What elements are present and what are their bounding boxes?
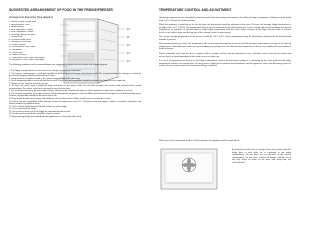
guideline-item: 14. Pastries and sweet dishes should be stored covered.: [9, 113, 61, 116]
list-item: 4. Fruit vegetables, salads: [9, 28, 33, 31]
right-page: [150, 0, 300, 212]
guideline-item: 1. The fridge compartment is for the short-term storage of fresh food and drinks.: [9, 70, 82, 72]
list-item: 12. Big bottles: [9, 49, 22, 52]
diagram-label: 11: [127, 35, 130, 39]
arrangement-list: [9, 21, 55, 62]
list-item: 2. dairy products, cans: [9, 23, 30, 26]
diagram-label: 14: [127, 59, 130, 63]
body-paragraph: We recommend that you check the temperature with an accurate thermometer to ensure that the storage compartments are kept to the desired temperatures. Remember you must take your reading very quickly since the thermometer temperature will rise very rapidly after you remove it from the freezer.: [159, 43, 291, 51]
body-paragraph: In case of a temperature not built up in the fridge compartment, replace the thermostat setting to 1 monitoring on the same knob that the fridge temperature returns to its normal level. You may notice a light frost or moisture that disappears and the appliance starts auto defrosting cycles as normal; this you may increase the thermostat setting, if required.: [159, 60, 291, 68]
diagram-label: 12: [127, 43, 130, 47]
body-paragraph: Please remember each time the door is opened cold air escapes and the internal temperature rises. Therefore never leave the door open and ensure that it is closed immediately after food is put in or taken out.: [159, 53, 291, 58]
fan-diagram: [159, 147, 229, 192]
body-paragraph: The normal storage temperature of the freezer should be -18°C (0°F). Lower temperatures may be obtained by adjusting the thermostat knob towards 5 position.: [159, 36, 291, 41]
guideline-item: 6. To store raw meat, wrap in polythene bags and place on the lowest shelf. Do not allow to come into contact with cooked food to avoid contamination. For safety, only store raw meat for two to three days.: [9, 85, 141, 90]
list-item: 11. Small bottles, cans, tubes: [9, 46, 36, 49]
guideline-item: 15. Avoid storing highly spiced food with the appliance as it may taint other food.: [9, 115, 82, 118]
diagram-label: 13: [127, 51, 130, 55]
crisper-bin: [68, 53, 94, 60]
guideline-item: 10. Some fruit and vegetables suffer damage if kept at temperatures near 0°C. Therefore wrap pineapples, melons, cucumbers, tomatoes and similar produce in polythene bags.: [9, 100, 141, 106]
left-heading: SUGGESTED ARRANGEMENT OF FOOD IN THE FRIDGE/FREEZER: [9, 8, 113, 12]
list-item: 10. Butter, cheese: [9, 43, 26, 46]
list-item: 9. freezing of fresh food: [9, 41, 31, 44]
guideline-item: 7. For maximum efficiency, the removable shelves should not be covered with paper or other materials to allow free circulation of cool air.: [9, 90, 133, 93]
guideline-item: 2. The freezer compartment is rated and suitable for the freezing and storage of pre-frozen food. The recommendation for storage as stated on the food packaging should be observed at all times.: [9, 72, 141, 78]
list-item: 14. Bottle self mats: [9, 54, 27, 57]
list-item: 3. Bottle storage: [9, 26, 24, 29]
left-page: [0, 0, 150, 212]
guideline-item: 4. Fresh wrapped produce can be placed on the shelf. Fresh fruit and vegetables should be cleaned and stored in the crisper bin.: [9, 80, 126, 83]
list-item: 13. small items: [9, 51, 23, 54]
guideline-item: 3. Dairy products should be stored in the special compartment in the door liner.: [9, 77, 81, 80]
guideline-item: 9. Fizzy drinks should not be frozen and products such as flavoured ice lollies should not be consumed too cold.: [9, 98, 111, 101]
list-item: 5. Fruit, vegetables, salads: [9, 31, 34, 34]
thermostat-off-note: When you set the thermostat knob to 5 (Zero) position, the appliance will be switched off.: [159, 140, 240, 142]
arrangement-subheading: Arrangement Examples (See diagram): [9, 16, 54, 19]
body-paragraph: Operating temperatures are controlled by the thermostat knob (see diagram) located on the ceiling of fridge compartment. Settings may be made from 1 to 5, 5 being the coldest position.: [159, 17, 291, 22]
list-item: 16. Big bottles, cans, tubes, beverages: [9, 59, 45, 62]
diagram-label: 10: [127, 27, 130, 31]
list-item: 1. Baked, chilled cooked food,: [9, 21, 37, 23]
right-heading: TEMPERATURE CONTROL AND ADJUSTMENT: [159, 8, 232, 12]
list-item: 15. Soft bottles, cans, tubes, beverages: [9, 56, 45, 59]
fan-note: A circulation fan will come on and go. From time to time while the fridge door is shut while air is circulated in the fridge compartment. Do not block the air channels to the freezer compartment. Do not touch, obstruct or tamper with the fan in any way. Keep all items on the back wall away from the circulation fan.: [232, 149, 291, 164]
diagram-labels: [127, 28, 130, 63]
body-paragraph: When the appliance is switched on for the first time, the thermostat should be adjusted so that after 24 hours, the average fridge temperature is no higher than +5°C (+41°F). We recommend that you set the thermostat half way between the 1 and 5 setting and monitor to obtain the desired temperature i.e. towards 5 if you will obtain a colder fridge temperature and vice versa. Some sections of the fridge may be cooler or warmer (such as the salad crisper and the top part of the cabinet) which is quite normal.: [159, 24, 291, 34]
list-item: 6. Washing, drying ice cubes: [9, 33, 36, 36]
list-item: 7. Frozen food: [9, 36, 23, 39]
guideline-item: 12. Do not overload the fridge.: [9, 108, 37, 111]
guideline-item: 13. Do not leave foods out of the fridge for extended periods of time.: [9, 110, 71, 113]
guidelines-list: [9, 70, 141, 118]
list-item: 8. Preserved food, meat: [9, 38, 31, 41]
guideline-item: 11. Place chilled cooked food and drinks in the rear of the fridge.: [9, 105, 68, 108]
guideline-item: 5. Bottles can be stored in the door section.: [9, 82, 49, 85]
temperature-paragraphs: [159, 17, 291, 70]
guideline-item: 8. Do not keep vegetable oil on door shelves. Keep food packed, wrapped or covered. Allow hot food and beverages to cool before refrigerating. Leftover canned food should not be stored in the can.: [9, 92, 141, 98]
guidelines-intro: The following guidelines and recommendations are suggested to obtain the best results and storage hygiene:: [9, 64, 108, 66]
